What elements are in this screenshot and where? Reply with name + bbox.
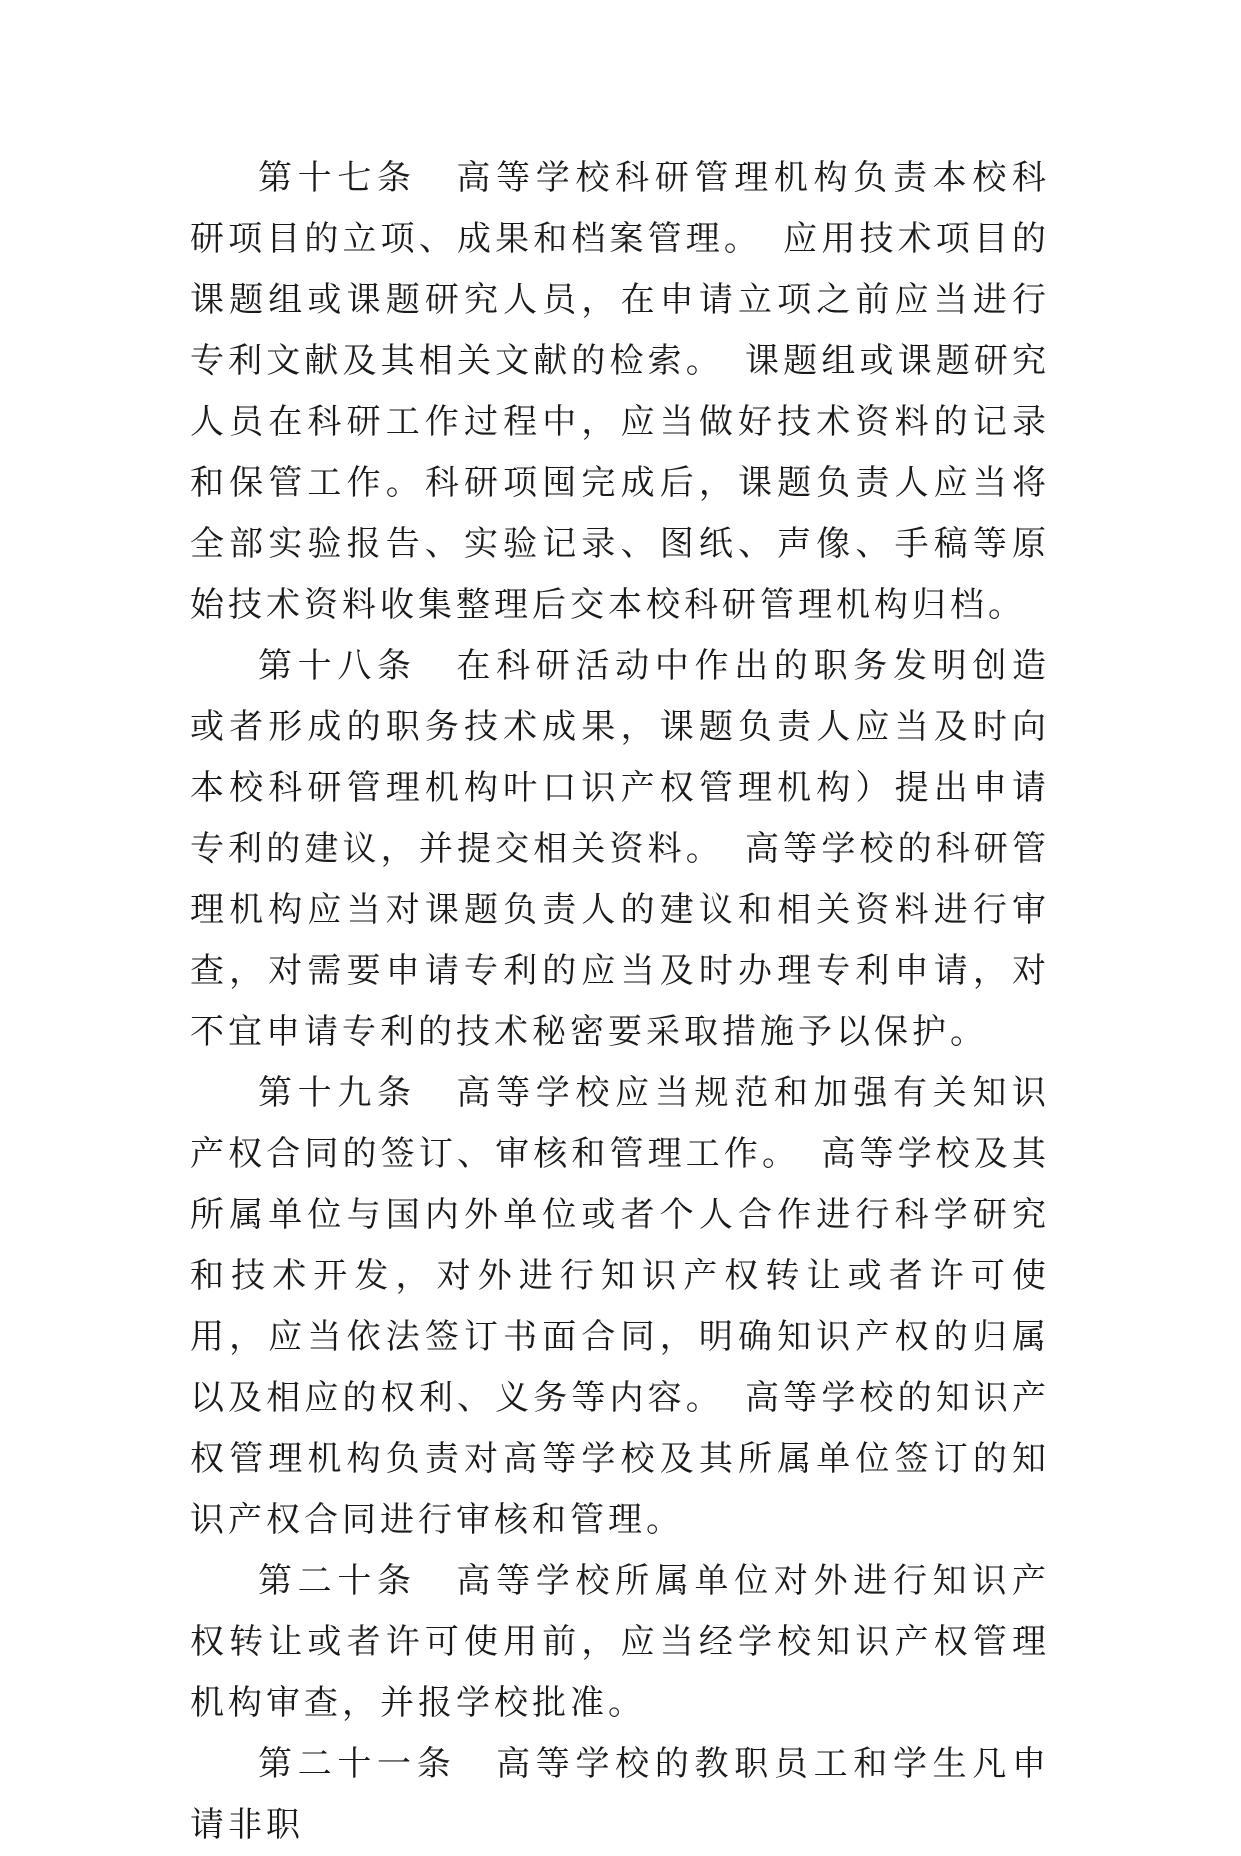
article-21-paragraph: 第二十一条 高等学校的教职员工和学生凡申请非职 [190, 1744, 1050, 1845]
article-17-paragraph: 第十七条 高等学校科研管理机构负责本校科研项目的立项、成果和档案管理。 应用技术项目的课题组或课题研究人员，在申请立项之前应当进行专利文献及其相关文献的检索。 课题组或课题研究人员在科研工作过程中，应当做好技术资料的记录和保管工作。科研项囤完成后，课题负责人应当将全部实验报告、实验记录、图纸、声像、手稿等原始技术资料收集整理后交本校科研管理机构归档。 [190, 158, 1050, 625]
document-body [190, 148, 1050, 1856]
article-19-paragraph: 第十九条 高等学校应当规范和加强有关知识产权合同的签订、审核和管理工作。 高等学校及其所属单位与国内外单位或者个人合作进行科学研究和技术开发，对外进行知识产权转让或者许可使用，应当依法签订书面合同，明确知识产权的归属以及相应的权利、义务等内容。 高等学校的知识产权管理机构负责对高等学校及其所属单位签订的知识产权合同进行审核和管理。 [190, 1073, 1050, 1540]
article-20-paragraph: 第二十条 高等学校所属单位对外进行知识产权转让或者许可使用前，应当经学校知识产权管理机构审查，并报学校批准。 [190, 1561, 1050, 1723]
article-18-paragraph: 第十八条 在科研活动中作出的职务发明创造或者形成的职务技术成果，课题负责人应当及时向本校科研管理机构叶口识产权管理机构）提出申请专利的建议，并提交相关资料。 高等学校的科研管理机构应当对课题负责人的建议和相关资料进行审查，对需要申请专利的应当及时办理专利申请，对不宜申请专利的技术秘密要采取措施予以保护。 [190, 646, 1050, 1052]
